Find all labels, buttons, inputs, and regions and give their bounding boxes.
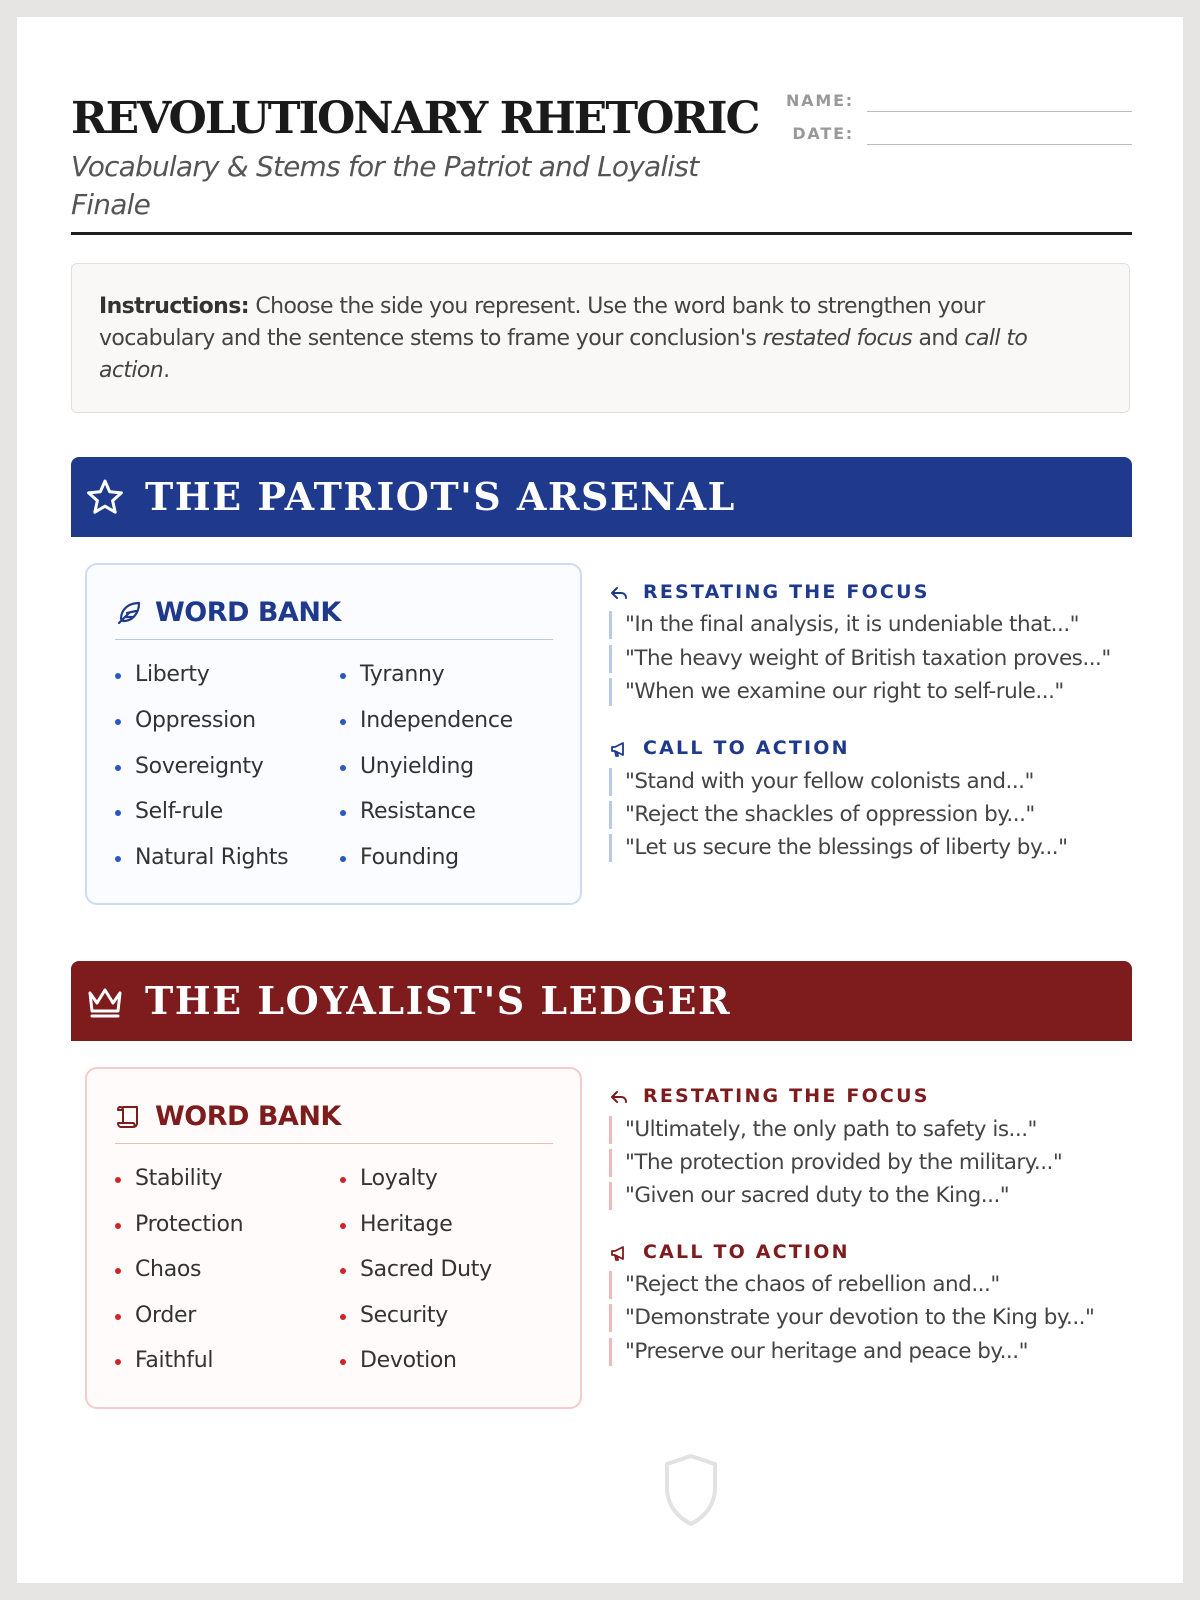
page-title: REVOLUTIONARY RHETORIC [71,93,759,144]
word-text: Oppression [135,708,256,733]
stem-text: "Reject the shackles of oppression by..." [625,802,1035,827]
name-line[interactable] [867,111,1132,112]
patriot-title: THE PATRIOT'S ARSENAL [145,474,736,519]
word-text: Heritage [360,1212,453,1237]
stem-item [609,768,1129,796]
stem-item [609,1149,1129,1177]
crown-icon [85,981,125,1021]
word-bank-header [115,1099,553,1143]
word-text: Unyielding [360,754,474,779]
word-text: Independence [360,708,513,733]
stem-text: "Given our sacred duty to the King..." [625,1183,1010,1208]
megaphone-icon [609,1243,629,1263]
word-text: Security [360,1303,448,1328]
date-line[interactable] [867,144,1132,145]
stem-item [609,645,1129,673]
word-bank-title: WORD BANK [155,597,341,628]
action-header [609,735,1109,761]
word-text: Self-rule [135,799,224,824]
stem-item [609,1116,1129,1144]
instructions-em-action: call to action [99,326,1028,383]
header-divider [71,232,1132,235]
word-text: Resistance [360,799,476,824]
bullet-dot [115,1223,121,1229]
action-title: CALL TO ACTION [643,1241,850,1263]
action-title: CALL TO ACTION [643,737,850,759]
bullet-dot [115,1314,121,1320]
word-text: Liberty [135,662,210,687]
bullet-dot [340,719,346,725]
word-text: Tyranny [360,662,445,687]
word-text: Chaos [135,1257,202,1282]
reply-arrow-icon [609,1087,629,1107]
date-field[interactable] [791,122,1132,146]
stem-text: "The protection provided by the military..." [625,1150,1063,1175]
bullet-dot [340,856,346,862]
stem-text: "The heavy weight of British taxation proves..." [625,646,1111,671]
stem-item [609,1271,1129,1299]
stem-text: "Let us secure the blessings of liberty by..." [625,835,1068,860]
stem-bar [609,1338,612,1366]
stem-text: "Preserve our heritage and peace by..." [625,1339,1028,1364]
stem-bar [609,1116,612,1144]
bullet-dot [115,810,121,816]
bullet-dot [115,673,121,679]
bullet-dot [340,765,346,771]
stem-bar [609,611,612,639]
word-text: Devotion [360,1348,457,1373]
stem-item [609,1304,1129,1332]
loyalist-title: THE LOYALIST'S LEDGER [145,978,732,1023]
instructions-text-and: and [912,326,965,351]
scroll-icon [115,1103,143,1131]
patriot-banner [71,457,1132,537]
instructions-text: Choose the side you represent. Use the word bank to strengthen your vocabulary and the sentence stems to frame your conclusion's [99,294,985,351]
bullet-dot [115,856,121,862]
bullet-dot [115,1177,121,1183]
stem-bar [609,678,612,706]
stem-bar [609,1149,612,1177]
name-field[interactable] [785,89,1132,113]
bullet-dot [115,719,121,725]
instructions-em-focus: restated focus [762,326,913,351]
word-bank-title: WORD BANK [155,1101,341,1132]
bullet-dot [340,1359,346,1365]
worksheet-header [71,17,1132,235]
word-text: Order [135,1303,197,1328]
stem-item [609,678,1129,706]
star-icon [85,477,125,517]
bullet-dot [115,765,121,771]
reply-arrow-icon [609,583,629,603]
word-text: Sacred Duty [360,1257,492,1282]
stem-item [609,1182,1129,1210]
stem-bar [609,1304,612,1332]
word-text: Protection [135,1212,244,1237]
stem-bar [609,645,612,673]
stem-bar [609,1271,612,1299]
page-subtitle: Vocabulary & Stems for the Patriot and Loyalist Finale [71,150,699,221]
word-text: Stability [135,1166,223,1191]
bullet-dot [340,1223,346,1229]
shield-icon [661,1452,721,1528]
word-text: Loyalty [360,1166,438,1191]
stem-bar [609,1182,612,1210]
word-text: Natural Rights [135,845,289,870]
stem-bar [609,768,612,796]
stem-text: "Reject the chaos of rebellion and..." [625,1272,1000,1297]
stem-text: "Stand with your fellow colonists and..." [625,769,1034,794]
patriot-word-bank [85,563,582,905]
megaphone-icon [609,739,629,759]
word-bank-divider [115,639,553,640]
loyalist-banner [71,961,1132,1041]
instructions-label: Instructions: [99,294,249,319]
stem-bar [609,801,612,829]
date-label: DATE: [792,124,854,143]
name-label: NAME: [785,91,854,110]
bullet-dot [340,1177,346,1183]
restating-title: RESTATING THE FOCUS [643,1085,930,1107]
bullet-dot [340,1268,346,1274]
word-text: Founding [360,845,459,870]
stem-text: "Ultimately, the only path to safety is..." [625,1117,1037,1142]
stem-bar [609,834,612,862]
instructions-box [71,263,1130,413]
bullet-dot [115,1268,121,1274]
word-text: Faithful [135,1348,214,1373]
loyalist-word-bank [85,1067,582,1409]
word-bank-divider [115,1143,553,1144]
restating-header [609,579,1109,605]
stem-item [609,1338,1129,1366]
stem-item [609,834,1129,862]
bullet-dot [340,673,346,679]
restating-title: RESTATING THE FOCUS [643,581,930,603]
stem-text: "Demonstrate your devotion to the King by..." [625,1305,1095,1330]
instructions-text-end: . [163,358,170,383]
stem-item [609,611,1129,639]
action-header [609,1239,1109,1265]
stem-text: "In the final analysis, it is undeniable that..." [625,612,1080,637]
feather-icon [115,599,143,627]
stem-item [609,801,1129,829]
word-bank-header [115,595,553,639]
bullet-dot [340,810,346,816]
bullet-dot [115,1359,121,1365]
restating-header [609,1083,1109,1109]
stem-text: "When we examine our right to self-rule..." [625,679,1064,704]
worksheet-page [17,17,1183,1583]
bullet-dot [340,1314,346,1320]
word-text: Sovereignty [135,754,264,779]
